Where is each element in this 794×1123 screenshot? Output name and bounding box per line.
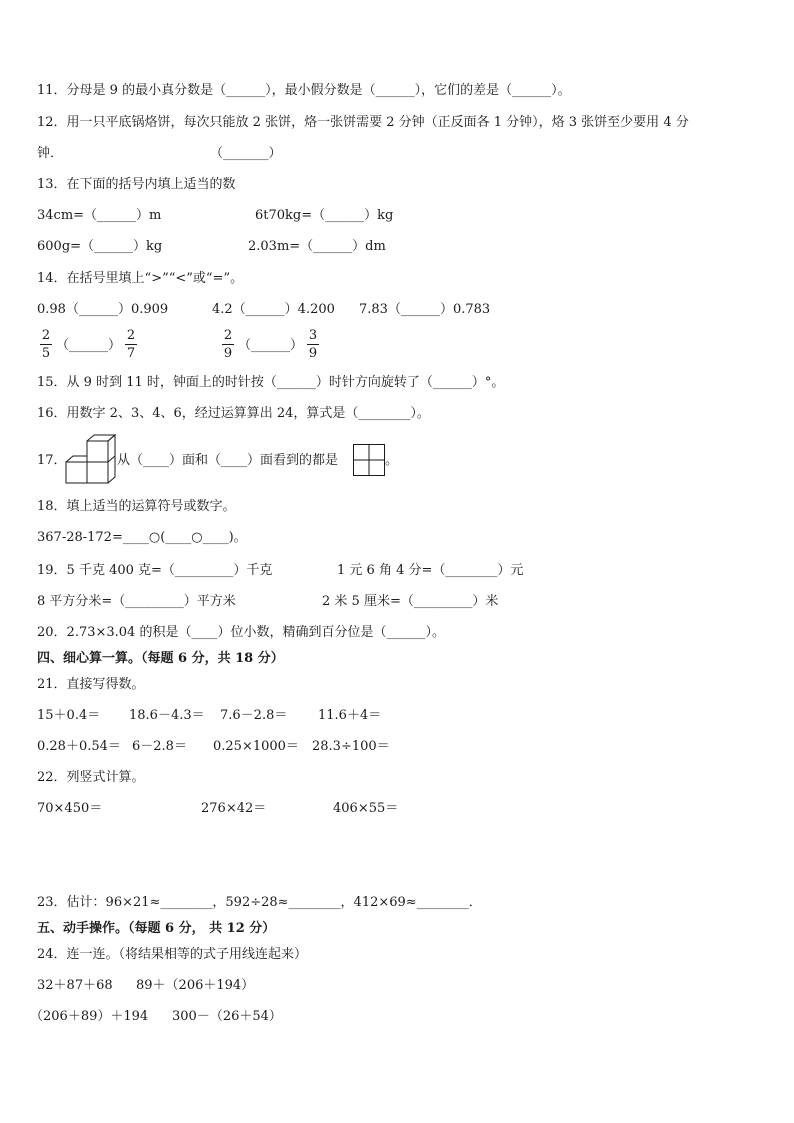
question-20: 20．2.73×3.04 的积是（____）位小数，精确到百分位是（______）。 bbox=[37, 625, 445, 640]
q14-fraction-three-ninths bbox=[306, 328, 320, 361]
q13-item-1[interactable]: 34cm=（______）m bbox=[37, 208, 162, 223]
q21-item-4[interactable]: 11.6＋4＝ bbox=[318, 708, 382, 723]
fraction-denominator: 9 bbox=[308, 346, 318, 361]
fraction-bar bbox=[40, 344, 52, 345]
fraction-numerator: 2 bbox=[126, 328, 136, 343]
fraction-denominator: 9 bbox=[223, 346, 233, 361]
fraction-numerator: 2 bbox=[41, 328, 51, 343]
fraction-denominator: 5 bbox=[41, 346, 51, 361]
fraction-denominator: 7 bbox=[126, 346, 136, 361]
q14-item-2[interactable]: 4.2（______）4.200 bbox=[212, 302, 335, 317]
q21-item-8[interactable]: 28.3÷100＝ bbox=[312, 739, 390, 754]
cube-stack-figure bbox=[66, 436, 118, 486]
q24-item-1[interactable]: 32＋87＋68 bbox=[37, 978, 113, 993]
question-23[interactable]: 23．估计：96×21≈________，592÷28≈________，412×69≈________． bbox=[37, 895, 482, 910]
q24-item-3[interactable]: （206＋89）＋194 bbox=[30, 1009, 149, 1024]
q24-item-2[interactable]: 89＋（206＋194） bbox=[136, 978, 255, 993]
question-18: 18．填上适当的运算符号或数字。 bbox=[37, 499, 236, 514]
question-24: 24．连一连。（将结果相等的式子用线连起来） bbox=[37, 947, 308, 962]
q21-item-5[interactable]: 0.28＋0.54＝ bbox=[37, 739, 121, 754]
fraction-bar bbox=[222, 344, 234, 345]
q14-fraction-blank-1[interactable]: （______） bbox=[56, 338, 122, 353]
question-12-line1: 12．用一只平底锅烙饼，每次只能放 2 张饼，烙一张饼需要 2 分钟（正反面各 1 分钟），烙 3 张饼至少要用 4 分 bbox=[37, 115, 689, 130]
fraction-bar bbox=[307, 344, 319, 345]
question-21: 21．直接写得数。 bbox=[37, 677, 145, 692]
q14-fraction-two-sevenths bbox=[124, 328, 138, 361]
question-12-line2: 钟． bbox=[37, 146, 64, 161]
fraction-numerator: 3 bbox=[308, 328, 318, 343]
q22-item-3[interactable]: 406×55＝ bbox=[333, 801, 399, 816]
q19-item-1[interactable]: 19．5 千克 400 克=（_________）千克 bbox=[37, 563, 273, 578]
q13-item-2[interactable]: 6t70kg=（______）kg bbox=[255, 208, 394, 223]
q21-item-1[interactable]: 15＋0.4＝ bbox=[37, 708, 101, 723]
q21-item-2[interactable]: 18.6－4.3＝ bbox=[129, 708, 205, 723]
q19-item-2[interactable]: 1 元 6 角 4 分=（________）元 bbox=[337, 563, 524, 578]
q14-fraction-blank-2[interactable]: （______） bbox=[238, 338, 304, 353]
section-5-heading: 五、动手操作。（每题 6 分， 共 12 分） bbox=[37, 921, 276, 936]
question-17-end: 。 bbox=[385, 453, 399, 468]
q21-item-6[interactable]: 6－2.8＝ bbox=[132, 739, 187, 754]
q14-fraction-two-fifths bbox=[39, 328, 53, 361]
q22-item-1[interactable]: 70×450＝ bbox=[37, 801, 103, 816]
fraction-numerator: 2 bbox=[223, 328, 233, 343]
q21-item-7[interactable]: 0.25×1000＝ bbox=[213, 739, 299, 754]
fraction-bar bbox=[125, 344, 137, 345]
question-15: 15．从 9 时到 11 时，钟面上的时针按（______）时针方向旋转了（______）°。 bbox=[37, 375, 505, 390]
q21-item-3[interactable]: 7.6－2.8＝ bbox=[220, 708, 288, 723]
square-grid-view-figure bbox=[353, 444, 385, 476]
q19-item-4[interactable]: 2 米 5 厘米=（_________）米 bbox=[322, 594, 499, 609]
question-17-text[interactable]: 从（____）面和（____）面看到的都是 bbox=[117, 453, 339, 468]
q13-item-3[interactable]: 600g=（______）kg bbox=[37, 239, 163, 254]
q19-item-3[interactable]: 8 平方分米=（_________）平方米 bbox=[37, 594, 236, 609]
question-11: 11．分母是 9 的最小真分数是（______），最小假分数是（______），它们的差是（______）。 bbox=[37, 83, 571, 98]
question-22: 22．列竖式计算。 bbox=[37, 770, 145, 785]
q18-expression[interactable]: 367-28-172=____○(____○____)。 bbox=[37, 530, 247, 545]
question-13: 13．在下面的括号内填上适当的数 bbox=[37, 177, 236, 192]
q14-item-1[interactable]: 0.98（______）0.909 bbox=[37, 302, 169, 317]
q14-item-3[interactable]: 7.83（______）0.783 bbox=[359, 302, 491, 317]
question-12-answer-blank[interactable]: （_______） bbox=[210, 146, 282, 161]
section-4-heading: 四、细心算一算。（每题 6 分，共 18 分） bbox=[37, 651, 284, 666]
q24-item-4[interactable]: 300－（26＋54） bbox=[172, 1009, 282, 1024]
question-14: 14．在括号里填上“>”“<”或“=”。 bbox=[37, 271, 244, 286]
q14-fraction-two-ninths bbox=[221, 328, 235, 361]
q13-item-4[interactable]: 2.03m=（______）dm bbox=[248, 239, 386, 254]
q22-item-2[interactable]: 276×42＝ bbox=[201, 801, 267, 816]
question-16: 16．用数字 2、3、4、6，经过运算算出 24，算式是（________）。 bbox=[37, 406, 430, 421]
question-17-number: 17． bbox=[37, 453, 67, 468]
